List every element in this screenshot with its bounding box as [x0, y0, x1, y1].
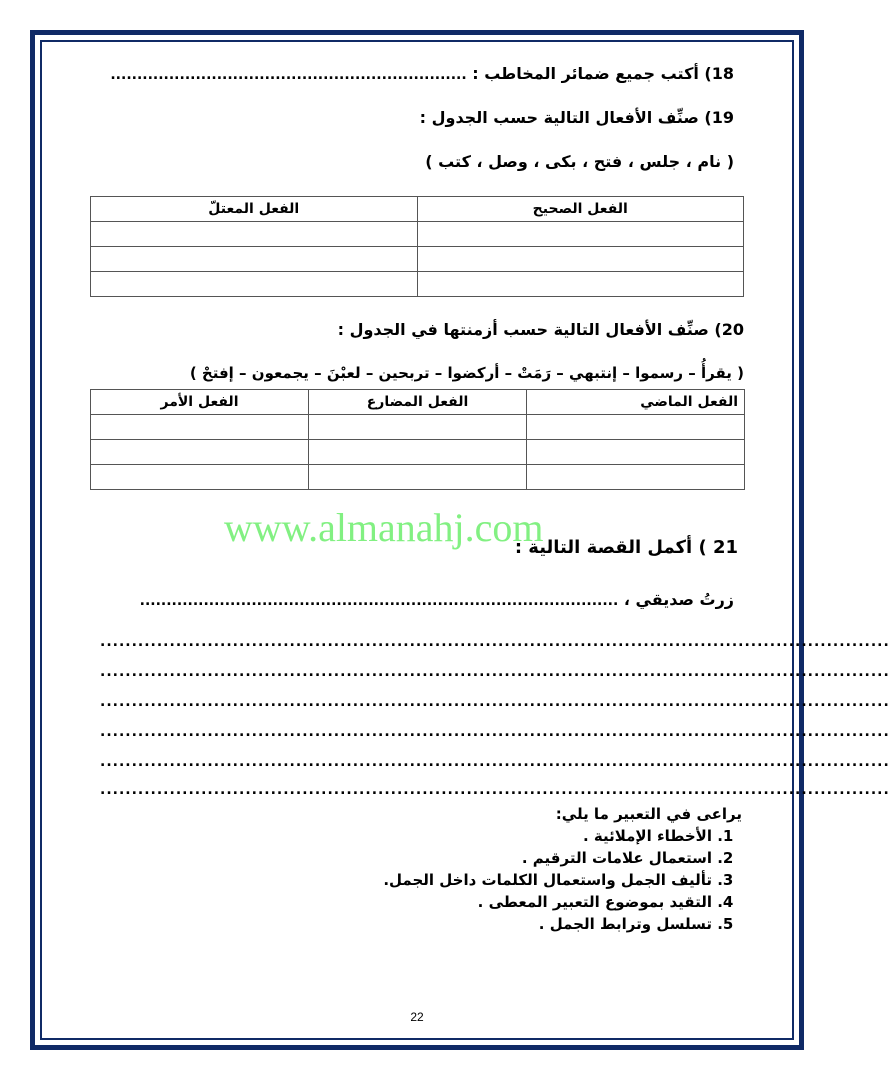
guidelines-heading: يراعى في التعبير ما يلي:: [555, 805, 742, 823]
table-row: [91, 222, 744, 247]
table-cell[interactable]: [417, 247, 744, 272]
question-19-title: 19) صنِّف الأفعال التالية حسب الجدول :: [419, 108, 734, 127]
table-cell[interactable]: [417, 222, 744, 247]
list-item: 3. تأليف الجمل واستعمال الكلمات داخل الجمل.: [182, 869, 712, 891]
table-row: [91, 440, 745, 465]
question-18-text: 18) أكتب جميع ضمائر المخاطب :: [466, 64, 734, 83]
question-20-words: ( يقرأُ – رسموا – إنتبهي – رَمَتْ – أركضوا – تربحين – لعبْنَ – يجمعون – إفتحْ ): [189, 364, 744, 382]
writing-line[interactable]: .............................................................................................................................: [100, 724, 890, 740]
table-cell[interactable]: [527, 440, 745, 465]
question-20-title: 20) صنِّف الأفعال التالية حسب أزمنتها في الجدول :: [337, 320, 744, 339]
table-header-cell: الفعل الماضي: [527, 390, 745, 415]
writing-guidelines: [182, 803, 742, 935]
question-18-answer-dots: ...................................................................: [110, 67, 467, 83]
watermark: www.almanahj.com: [224, 505, 544, 550]
table-cell[interactable]: [417, 272, 744, 297]
writing-line[interactable]: .............................................................................................................................: [100, 694, 890, 710]
list-item: 1. الأخطاء الإملائية .: [182, 825, 712, 847]
table-row: [91, 415, 745, 440]
table-header-cell: الفعل المضارع: [309, 390, 527, 415]
writing-line[interactable]: .............................................................................................................................: [100, 634, 890, 650]
table-header-row: [91, 390, 745, 415]
list-item: 4. التقيد بموضوع التعبير المعطى .: [182, 891, 712, 913]
writing-line[interactable]: .............................................................................................................................: [100, 782, 890, 798]
question-19-table: [90, 196, 744, 297]
story-start-dots: ..........................................................................................: [139, 593, 619, 609]
guidelines-list: [182, 825, 742, 935]
question-21-title: 21 ) أكمل القصة التالية :: [514, 537, 738, 558]
question-20-table: [90, 389, 745, 490]
table-cell[interactable]: [91, 415, 309, 440]
table-cell[interactable]: [309, 440, 527, 465]
table-row: [91, 247, 744, 272]
table-header-cell: الفعل الأمر: [91, 390, 309, 415]
table-cell[interactable]: [91, 247, 418, 272]
table-cell[interactable]: [91, 465, 309, 490]
table-cell[interactable]: [527, 415, 745, 440]
table-cell[interactable]: [91, 440, 309, 465]
writing-line[interactable]: .............................................................................................................................: [100, 664, 890, 680]
table-cell[interactable]: [309, 415, 527, 440]
table-cell[interactable]: [91, 222, 418, 247]
story-start-text: زرتُ صديقي ،: [618, 590, 734, 609]
table-header-row: [91, 197, 744, 222]
writing-line[interactable]: .............................................................................................................................: [100, 754, 890, 770]
table-row: [91, 465, 745, 490]
page-number: 22: [410, 1010, 424, 1024]
list-item: 5. تسلسل وترابط الجمل .: [182, 913, 712, 935]
question-19-words: ( نام ، جلس ، فتح ، بكى ، وصل ، كتب ): [425, 152, 734, 171]
table-cell[interactable]: [527, 465, 745, 490]
table-row: [91, 272, 744, 297]
story-start: [94, 590, 734, 609]
list-item: 2. استعمال علامات الترقيم .: [182, 847, 712, 869]
table-cell[interactable]: [309, 465, 527, 490]
question-18: [94, 64, 734, 83]
table-cell[interactable]: [91, 272, 418, 297]
table-header-cell: الفعل الصحيح: [417, 197, 744, 222]
table-header-cell: الفعل المعتلّ: [91, 197, 418, 222]
